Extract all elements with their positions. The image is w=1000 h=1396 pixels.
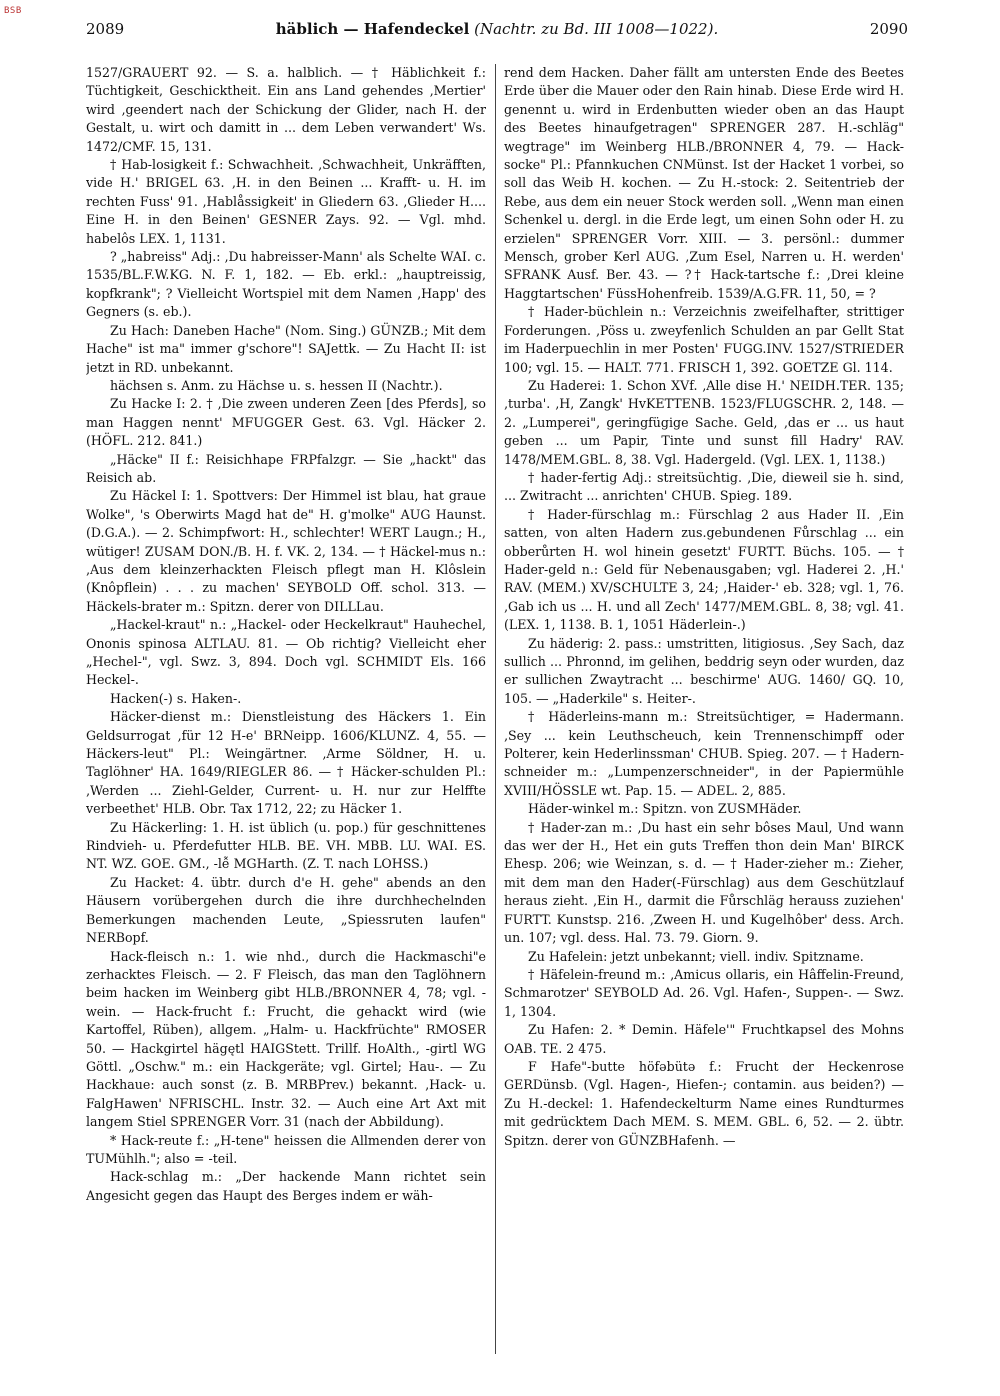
column-divider	[495, 64, 496, 1354]
dictionary-entry: „Häcke" II f.: Reisichhape FRPfalzgr. — Sie „hackt" das Reisich ab.	[86, 451, 486, 485]
dictionary-entry: ? „habreiss" Adj.: ‚Du habreisser-Mann' als Schelte WAI. c. 1535/BL.F.W.KG. N. F. 1, 182. — Eb. erkl.: „hauptreissig, kopfkrank"; ? Vielleicht Wortspiel mit dem Namen ‚Happ' des Gegners (s. eb.).	[86, 249, 486, 320]
dictionary-entry: Zu Hach: Daneben Hache" (Nom. Sing.) GÜNZB.; Mit dem Hache" ist ma" immer g'schore"! SAJettk. — Zu Hacht II: ist jetzt in RD. unbekannt.	[86, 322, 486, 375]
dictionary-entry: Zu häderig: 2. pass.: umstritten, litigiosus. ‚Sey Sach, daz sullich ... Phronnd, im gelihen, beddrig seyn oder wurden, daz er sullichen Zwaytracht ... beschirme' AUG. 1460/ GQ. 10, 105. — „Haderkile" s. Heiter-.	[504, 635, 904, 706]
dictionary-entry: rend dem Hacken. Daher fällt am untersten Ende des Beetes Erde über die Mauer oder den Rain hinab. Diese Erde wird H. genennt u. wird in Erdenbutten wieder oben an das Haupt des Beetes hinaufgetragen" SPRENGER 287. H.-schläg" wegtrage" im Weinberg HLB./BRONNER 4, 79. — Hack-socke" Pl.: Pfannkuchen CNMünst. Ist der Hacket 1 vorbei, so soll das Weib H. kochen. — Zu H.-stock: 2. Seitentrieb der Rebe, aus dem ein neuer Stock werden soll. „Wenn man einen Schenkel u. dergl. in die Erde legt, um einen Sohn oder H. zu erzielen" SPRENGER Vorr. XIII. — 3. persönl.: dummer Mensch, grober Kerl AUG. ‚Zum Esel, Narren u. H. werden' SFRANK Ausf. Ber. 43. — ?† Hack-tartsche f.: ‚Drei kleine Haggtartschen' FüssHohenfreib. 1539/A.G.FR. 11, 50, = ?	[504, 65, 904, 301]
dictionary-entry: † Häfelein-freund m.: ‚Amicus ollaris, ein Hâffelin-Freund, Schmarotzer' SEYBOLD Ad. 26. Vgl. Hafen-, Suppen-. — Swz. 1, 1304.	[504, 966, 904, 1019]
dictionary-entry: Zu Häckerling: 1. H. ist üblich (u. pop.) für geschnittenes Rindvieh- u. Pferdefutter HLB. BE. VH. MBB. LU. WAI. ES. NT. WZ. GOE. GM., -lễ MGHarth. (Z. T. nach LOHSS.)	[86, 819, 486, 872]
dictionary-entry: hächsen s. Anm. zu Hächse u. s. hessen II (Nachtr.).	[110, 377, 443, 393]
dictionary-entry: Hacken(-) s. Haken-.	[110, 690, 242, 706]
dictionary-entry: † Hader-fürschlag m.: Fürschlag 2 aus Hader II. ‚Ein satten, von alten Hadern zus.gebundenen Fůrschlag ... ein obberůrten H. wol hinein gesetzt' FURTT. Büchs. 105. — † Hader-geld n.: Geld für Nebenausgaben; vgl. Haderei 2. ‚H.' RAV. (MEM.) XV/SCHULTE 3, 24; ‚Haider-' eb. 328; vgl. 1, 76. ‚Gab ich us ... H. und all Zech' 1477/MEM.GBL. 8, 38; vgl. 41. (LEX. 1, 1138. B. 1, 1051 Häderlein-.)	[504, 506, 904, 633]
dictionary-entry: Hack-schlag m.: „Der hackende Mann richtet sein Angesicht gegen das Haupt des Berges indem er wäh-	[86, 1169, 486, 1203]
dictionary-entry: Häder-winkel m.: Spitzn. von ZUSMHäder.	[528, 801, 802, 817]
dictionary-entry: Zu Hacket: 4. übtr. durch d'e H. gehe" abends an den Häusern vorübergehen durch die ihre durchhechelnden Bemerkungen machenden Leute, „Spiessruten laufen" NERBopf.	[86, 874, 486, 946]
dictionary-entry: Zu Hafelein: jetzt unbekannt; viell. indiv. Spitzname.	[528, 948, 864, 964]
running-title-headwords: häblich — Hafendeckel	[275, 20, 470, 38]
dictionary-entry: † Hader-zan m.: ‚Du hast ein sehr bôses Maul, Und wann das wer der H., Het ein guts Treffen thon dein Man' BIRCK Ehesp. 206; wie Weinzan, s. d. — † Hader-zieher m.: Zieher, mit dem man den Hader(-Fürschlag) aus dem Geschützlauf heraus zieht. ‚Ein H., darmit die Fůrschläg herauss zuziehen' FURTT. Kunstsp. 216. ‚Zween H. und Kugelhôber' dess. Arch. un. 107; vgl. dess. Hal. 73. 79. Giorn. 9.	[504, 819, 904, 946]
dictionary-entry: Zu Haderei: 1. Schon XVf. ‚Alle dise H.' NEIDH.TER. 135; ‚turba'. ‚H, Zangk' HvKETTENB. 1523/FLUGSCHR. 2, 148. — 2. „Lumperei", geringfügige Sache. Geld, ‚das er ... us haut geben ... um Papir, Tinte und sunst fill Hadry' RAV. 1478/MEM.GBL. 8, 38. Vgl. Hadergeld. (Vgl. LEX. 1, 1138.)	[504, 377, 904, 467]
dictionary-entry: F Hafe"-butte höfəbütə f.: Frucht der Heckenrose GERDünsb. (Vgl. Hagen-, Hiefen-; contamin. aus beiden?) — Zu H.-deckel: 1. Hafendeckelturm Name eines Rundturmes mit gedrücktem Dach MEM. S. MEM. GBL. 6, 52. — 2. übtr. Spitzn. derer von GÜNZBHafenh. —	[504, 1058, 904, 1148]
running-title-note: (Nachtr. zu Bd. III 1008—1022).	[474, 20, 719, 38]
right-column	[504, 64, 904, 1364]
dictionary-entry: † Häderleins-mann m.: Streitsüchtiger, = Hadermann. ‚Sey ... kein Leuthscheuch, kein Trennenschimpff oder Polterer, kein Hederlinssman' CHUB. Spieg. 207. — † Hadern-schneider m.: „Lumpenzerschneider", in der Papiermühle XVIII/HÖSSLE wt. Pap. 15. — ADEL. 2, 885.	[504, 709, 904, 798]
dictionary-entry: Zu Hafen: 2. * Demin. Häfele'" Fruchtkapsel des Mohns OAB. TE. 2 475.	[504, 1022, 904, 1056]
dictionary-entry: * Hack-reute f.: „H-tene" heissen die Allmenden derer von TUMühlh."; also = -teil.	[86, 1132, 486, 1166]
dictionary-entry: Hack-fleisch n.: 1. wie nhd., durch die Hackmaschi"e zerhacktes Fleisch. — 2. F Fleisch, das man den Taglöhnern beim hacken im Weinberg gibt HLB./BRONNER 4, 78; vgl. -wein. — Hack-frucht f.: Frucht, die gehackt wird (wie Kartoffel, Rüben), allgem. „Halm- u. Hackfrüchte" RMOSER 50. — Hackgirtel hägętl HAIGStett. Trillf. HoAlth., -girtl WG Göttl. „Oschw." m.: ein Hackgeräte; vgl. Girtel; Hau-. — Zu Hackhaue: auch sonst (z. B. MRBPrev.) bekannt. ‚Hack- u. FalgHawen' NFRISCHL. Instr. 32. — Auch eine Art Axt mit langem Stiel SPRENGER Vorr. 31 (nach der Abbildung).	[86, 948, 486, 1130]
page-number-right: 2090	[869, 20, 908, 38]
page-header	[86, 18, 908, 44]
library-stamp: BSB	[4, 6, 22, 16]
dictionary-entry: † Hab-losigkeit f.: Schwachheit. ‚Schwachheit, Unkräfften, vide H.' BRIGEL 63. ‚H. in den Beinen ... Krafft- u. H. im rechten Fuss' 91. ‚Hablåssigkeit' in Gliedern 63. ‚Glieder H.... Eine H. in den Beinen' GESNER Zays. 92. — Vgl. mhd. habelôs LEX. 1, 1131.	[86, 157, 486, 246]
page-number-left: 2089	[86, 20, 125, 38]
dictionary-entry: † hader-fertig Adj.: streitsüchtig. ‚Die, dieweil sie h. sind, ... Zwitracht ... anrichten' CHUB. Spieg. 189.	[504, 469, 904, 504]
left-column	[86, 64, 486, 1364]
running-title	[86, 20, 908, 38]
dictionary-entry: 1527/GRAUERT 92. — S. a. halblich. — † Häblichkeit f.: Tüchtigkeit, Geschicktheit. Ein ans Land gehendes ‚Mertier' wird ‚geendert nach der Schickung der Glider, nach H. der Gestalt, u. wirt och damitt in ... dem Leben verwandert' Ws. 1472/CMF. 15, 131.	[86, 65, 486, 154]
dictionary-entry: Zu Häckel I: 1. Spottvers: Der Himmel ist blau, hat graue Wolke", 's Oberwirts Magd hat de" H. g'molke" AUG Haunst. (D.G.A.). — 2. Schimpfwort: H., schlechter! WERT Laugn.; H., wütiger! ZUSAM DON./B. H. f. VK. 2, 134. — † Häckel-mus n.: ‚Aus dem kleinzerhackten Fleisch pflegt man H. Klôslein (Knôpflein) . . . zu machen' SEYBOLD Off. schol. 313. — Häckels-brater m.: Spitzn. derer von DILLLau.	[86, 488, 486, 614]
dictionary-entry: Zu Hacke I: 2. † ‚Die zween underen Zeen [des Pferds], so man Haggen nennt' MFUGGER Gest. 63. Vgl. Häcker 2. (HÖFL. 212. 841.)	[86, 396, 486, 449]
dictionary-entry: Häcker-dienst m.: Dienstleistung des Häckers 1. Ein Geldsurrogat ‚für 12 H-e' BRNeipp. 1606/KLUNZ. 4, 55. — Häckers-leut" Pl.: Weingärtner. ‚Arme Söldner, H. u. Taglöhner' HA. 1649/RIEGLER 86. — † Häcker-schulden Pl.: ‚Werden ... Ziehl-Gelder, Current- u. H. nur zur Helffte verbeethet' HLB. Obr. Tax 1712, 22; zu Häcker 1.	[86, 709, 486, 817]
dictionary-entry: „Hackel-kraut" n.: „Hackel- oder Heckelkraut" Hauhechel, Ononis spinosa ALTLAU. 81. — Ob richtig? Vielleicht eher „Hechel-", vgl. Swz. 3, 894. Doch vgl. SCHMIDT Els. 166 Heckel-.	[86, 617, 486, 688]
dictionary-entry: † Hader-büchlein n.: Verzeichnis zweifelhafter, strittiger Forderungen. ‚Pöss u. zweyfenlich Schulden an par Gellt Stat im Haderpuechlin in mer Posten' FUGG.INV. 1527/STRIEDER 100; vgl. 15. — HALT. 771. FRISCH 1, 392. GOETZE Gl. 114.	[504, 304, 904, 375]
